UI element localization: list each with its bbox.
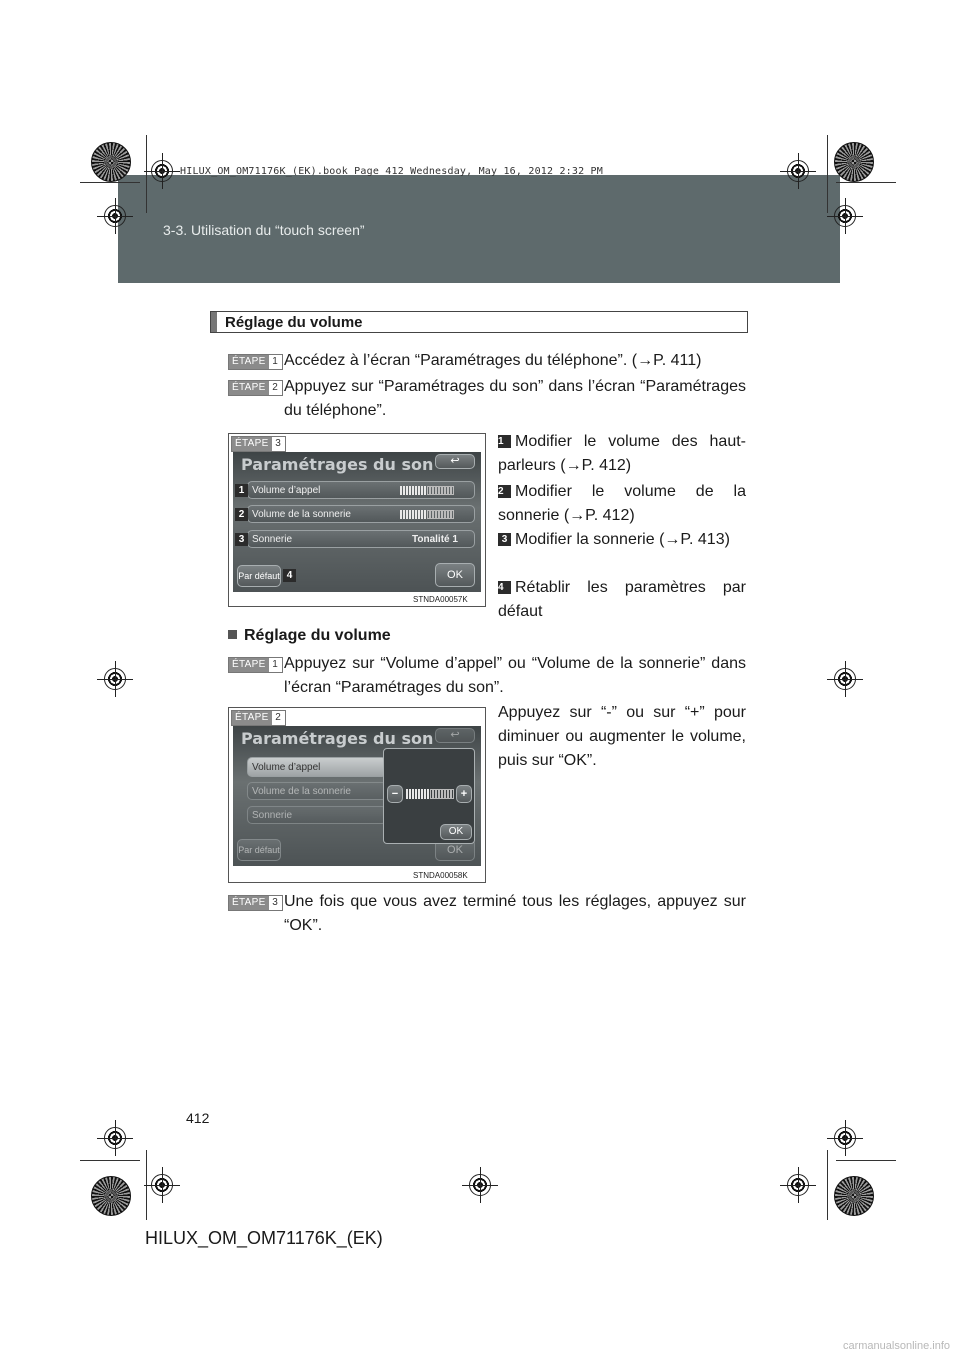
step-text: Une fois que vous avez terminé tous les réglages, appuyez sur “OK”.: [284, 893, 746, 934]
row-volume-appel-selected[interactable]: Volume d’appel: [247, 757, 387, 777]
callout-badge: 3: [235, 533, 248, 546]
step-text: Appuyez sur “Volume d’appel” ou “Volume de la sonnerie” dans l’écran “Paramétrages du son”.: [284, 655, 746, 696]
registration-mark-icon: [834, 205, 856, 227]
legend-badge: 3: [498, 533, 511, 546]
figure-code: STNDA00057K: [413, 595, 468, 604]
default-button[interactable]: Par défaut: [237, 839, 281, 861]
footer-code: HILUX_OM_OM71176K_(EK): [145, 1228, 383, 1248]
step-label: ÉTAPE 2: [228, 380, 283, 396]
sub-heading: Réglage du volume: [228, 624, 391, 648]
section-title: Réglage du volume: [225, 314, 363, 331]
book-info-line: HILUX_OM_OM71176K_(EK).book Page 412 Wednesday, May 16, 2012 2:32 PM: [180, 166, 603, 177]
registration-mark-icon: [104, 1127, 126, 1149]
row-volume-sonnerie[interactable]: Volume de la sonnerie: [247, 782, 387, 800]
back-button[interactable]: [435, 454, 475, 469]
screen-illustration-2: [228, 707, 486, 883]
volume-popup: [383, 748, 475, 844]
step-label: ÉTAPE 1: [228, 657, 283, 673]
registration-mark-icon: [787, 160, 809, 182]
volume-level-icon: [400, 486, 460, 495]
step-text: Accédez à l’écran “Paramétrages du téléphone”. (→P. 411): [284, 352, 702, 369]
step-label: ÉTAPE 2: [231, 710, 286, 726]
crop-mark: [80, 1160, 140, 1161]
volume-level-icon: [400, 510, 460, 519]
step-text: Appuyez sur “-” ou sur “+” pour diminuer ou augmenter le volume, puis sur “OK”.: [498, 704, 746, 769]
screen-title: Paramétrages du son: [241, 729, 434, 748]
registration-mark-icon: [104, 668, 126, 690]
back-arrow-icon: ↩: [450, 729, 460, 741]
ok-button[interactable]: OK: [435, 563, 475, 587]
section-label: 3-3. Utilisation du “touch screen”: [163, 222, 365, 238]
volume-minus-button[interactable]: −: [387, 785, 403, 803]
registration-mark-icon: [104, 205, 126, 227]
title-accent-bar: [211, 312, 217, 332]
volume-plus-button[interactable]: +: [456, 785, 472, 803]
crop-mark: [827, 1150, 828, 1220]
callout-badge: 2: [235, 508, 248, 521]
screen-illustration-1: [228, 433, 486, 607]
step-text: Appuyez sur “Paramétrages du son” dans l’écran “Paramétrages du téléphone”.: [284, 378, 746, 419]
legend-item: 4 Rétablir les paramètres par défaut: [498, 579, 746, 620]
ok-button-background[interactable]: OK: [435, 839, 475, 861]
row-sonnerie[interactable]: Sonnerie Tonalité 1: [247, 530, 475, 548]
watermark: carmanualsonline.info: [842, 1340, 950, 1352]
touch-screen: [233, 452, 481, 592]
step-label: ÉTAPE 1: [228, 354, 283, 370]
sunburst-mark-icon: [834, 142, 874, 182]
screen-title: Paramétrages du son: [241, 455, 434, 474]
legend-item: 2 Modifier le volume de la sonnerie (→P. 412): [498, 483, 746, 524]
popup-ok-button[interactable]: OK: [440, 824, 472, 840]
touch-screen: [233, 726, 481, 866]
legend-badge: 4: [498, 581, 511, 594]
registration-mark-icon: [151, 160, 173, 182]
volume-level-icon: [406, 789, 456, 799]
step-label: ÉTAPE 3: [231, 436, 286, 452]
crop-mark: [836, 1160, 896, 1161]
default-button[interactable]: Par défaut: [237, 565, 281, 587]
back-arrow-icon: ↩: [450, 455, 460, 467]
sunburst-mark-icon: [91, 142, 131, 182]
sunburst-mark-icon: [91, 1176, 131, 1216]
bullet-square-icon: [228, 630, 237, 639]
figure-code: STNDA00058K: [413, 871, 468, 880]
registration-mark-icon: [469, 1174, 491, 1196]
page-number: 412: [186, 1110, 210, 1126]
crop-mark: [80, 182, 140, 183]
registration-mark-icon: [834, 1127, 856, 1149]
row-sonnerie[interactable]: Sonnerie: [247, 806, 387, 824]
row-volume-appel[interactable]: Volume d’appel: [247, 481, 475, 499]
legend-item: 3 Modifier la sonnerie (→P. 413): [498, 528, 746, 552]
section-title-box: [210, 311, 748, 333]
legend-badge: 2: [498, 485, 511, 498]
back-button[interactable]: [435, 728, 475, 743]
crop-mark: [836, 182, 896, 183]
callout-badge: 1: [235, 484, 248, 497]
crop-mark: [146, 135, 147, 213]
registration-mark-icon: [834, 668, 856, 690]
registration-mark-icon: [151, 1174, 173, 1196]
sunburst-mark-icon: [834, 1176, 874, 1216]
legend-item: 1 Modifier le volume des haut-parleurs (→P. 412): [498, 433, 746, 474]
callout-badge: 4: [283, 569, 296, 582]
step-label: ÉTAPE 3: [228, 895, 283, 911]
registration-mark-icon: [787, 1174, 809, 1196]
row-volume-sonnerie[interactable]: Volume de la sonnerie: [247, 505, 475, 523]
legend-badge: 1: [498, 435, 511, 448]
crop-mark: [827, 135, 828, 213]
